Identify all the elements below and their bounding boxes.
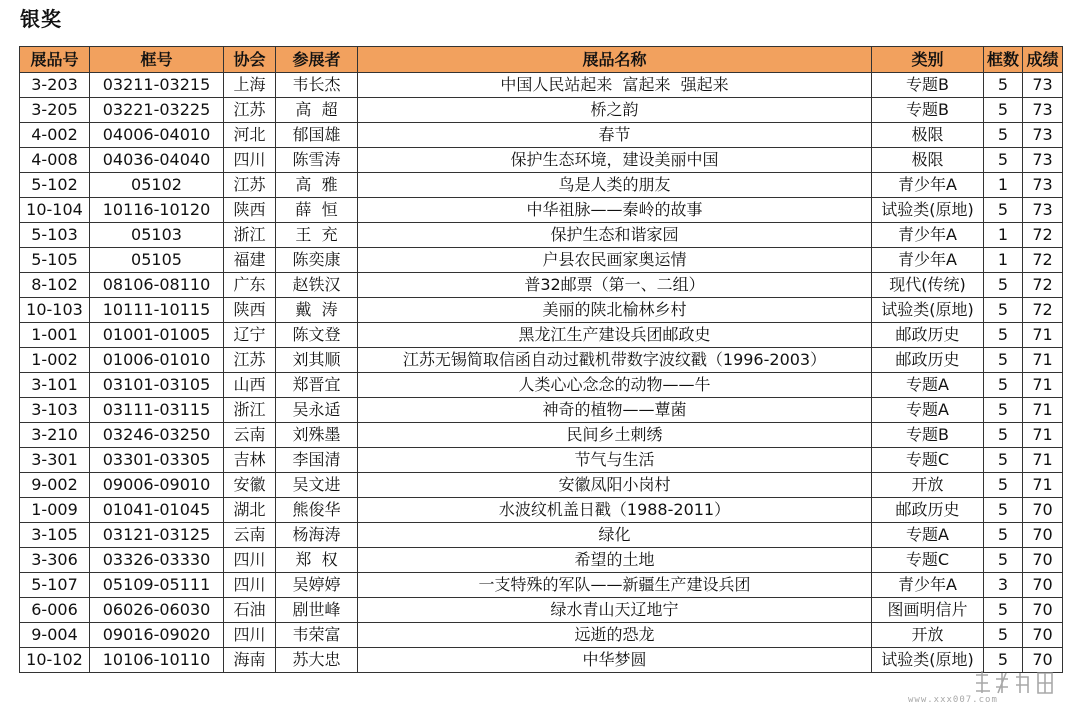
frame-no-cell: 03221-03225 [90,98,224,123]
column-header: 类别 [872,47,984,73]
exhibit-no-cell: 6-006 [20,598,90,623]
page-title: 银奖 [20,7,62,31]
table-row [20,298,1063,323]
frame-count-cell: 5 [984,73,1023,98]
association-cell: 陕西 [224,298,276,323]
frame-no-cell: 03101-03105 [90,373,224,398]
table-row [20,623,1063,648]
exhibit-no-cell: 1-002 [20,348,90,373]
table-body [20,73,1063,673]
exhibit-name-cell: 水波纹机盖日戳（1988-2011） [358,498,872,523]
exhibitor-cell: 王 充 [276,223,358,248]
table-row [20,123,1063,148]
association-cell: 江苏 [224,348,276,373]
column-header: 成绩 [1023,47,1063,73]
exhibitor-cell: 韦荣富 [276,623,358,648]
exhibit-no-cell: 10-103 [20,298,90,323]
frame-count-cell: 5 [984,648,1023,673]
exhibitor-cell: 陈奕康 [276,248,358,273]
score-cell: 73 [1023,198,1063,223]
table-row [20,148,1063,173]
frame-no-cell: 09016-09020 [90,623,224,648]
table-row [20,373,1063,398]
association-cell: 湖北 [224,498,276,523]
table-row [20,98,1063,123]
exhibit-name-cell: 民间乡土刺绣 [358,423,872,448]
exhibitor-cell: 陈文登 [276,323,358,348]
score-cell: 71 [1023,373,1063,398]
frame-count-cell: 5 [984,148,1023,173]
exhibit-name-cell: 安徽凤阳小岗村 [358,473,872,498]
category-cell: 开放 [872,623,984,648]
column-header: 展品号 [20,47,90,73]
table-row [20,198,1063,223]
association-cell: 福建 [224,248,276,273]
exhibit-name-cell: 中华梦圆 [358,648,872,673]
association-cell: 广东 [224,273,276,298]
exhibit-name-cell: 希望的土地 [358,548,872,573]
association-cell: 浙江 [224,223,276,248]
table-row [20,173,1063,198]
exhibit-no-cell: 3-105 [20,523,90,548]
exhibit-name-cell: 远逝的恐龙 [358,623,872,648]
frame-no-cell: 09006-09010 [90,473,224,498]
table-row [20,423,1063,448]
exhibitor-cell: 陈雪涛 [276,148,358,173]
frame-count-cell: 5 [984,273,1023,298]
frame-no-cell: 10111-10115 [90,298,224,323]
association-cell: 四川 [224,148,276,173]
frame-no-cell: 03111-03115 [90,398,224,423]
exhibitor-cell: 苏大忠 [276,648,358,673]
table-row [20,248,1063,273]
category-cell: 试验类(原地) [872,198,984,223]
category-cell: 青少年A [872,223,984,248]
exhibitor-cell: 吴永适 [276,398,358,423]
exhibit-no-cell: 3-103 [20,398,90,423]
exhibit-no-cell: 5-102 [20,173,90,198]
association-cell: 上海 [224,73,276,98]
table-row [20,398,1063,423]
table-row [20,223,1063,248]
frame-count-cell: 5 [984,298,1023,323]
frame-count-cell: 5 [984,423,1023,448]
frame-no-cell: 03246-03250 [90,423,224,448]
category-cell: 邮政历史 [872,348,984,373]
association-cell: 四川 [224,623,276,648]
exhibit-name-cell: 保护生态和谐家园 [358,223,872,248]
exhibitor-cell: 郑晋宜 [276,373,358,398]
score-cell: 70 [1023,523,1063,548]
frame-count-cell: 5 [984,523,1023,548]
category-cell: 图画明信片 [872,598,984,623]
score-cell: 71 [1023,448,1063,473]
category-cell: 青少年A [872,573,984,598]
category-cell: 专题C [872,448,984,473]
frame-no-cell: 01006-01010 [90,348,224,373]
exhibit-no-cell: 10-102 [20,648,90,673]
frame-no-cell: 05102 [90,173,224,198]
frame-no-cell: 01041-01045 [90,498,224,523]
exhibit-name-cell: 普32邮票（第一、二组） [358,273,872,298]
score-cell: 73 [1023,73,1063,98]
frame-count-cell: 5 [984,548,1023,573]
exhibit-name-cell: 美丽的陕北榆林乡村 [358,298,872,323]
association-cell: 辽宁 [224,323,276,348]
category-cell: 开放 [872,473,984,498]
frame-no-cell: 10116-10120 [90,198,224,223]
column-header: 协会 [224,47,276,73]
award-table [19,46,1063,673]
exhibit-name-cell: 保护生态环境，建设美丽中国 [358,148,872,173]
exhibit-name-cell: 绿化 [358,523,872,548]
exhibitor-cell: 杨海涛 [276,523,358,548]
frame-no-cell: 03326-03330 [90,548,224,573]
score-cell: 73 [1023,123,1063,148]
score-cell: 73 [1023,148,1063,173]
category-cell: 青少年A [872,248,984,273]
frame-no-cell: 10106-10110 [90,648,224,673]
frame-count-cell: 5 [984,598,1023,623]
table-row [20,598,1063,623]
exhibit-no-cell: 5-103 [20,223,90,248]
exhibit-name-cell: 中国人民站起来 富起来 强起来 [358,73,872,98]
exhibitor-cell: 剧世峰 [276,598,358,623]
score-cell: 71 [1023,473,1063,498]
score-cell: 72 [1023,248,1063,273]
frame-count-cell: 5 [984,123,1023,148]
score-cell: 72 [1023,273,1063,298]
frame-count-cell: 5 [984,198,1023,223]
exhibit-no-cell: 4-008 [20,148,90,173]
exhibit-no-cell: 8-102 [20,273,90,298]
exhibitor-cell: 高 雅 [276,173,358,198]
frame-no-cell: 03301-03305 [90,448,224,473]
exhibit-no-cell: 5-107 [20,573,90,598]
table-row [20,648,1063,673]
frame-count-cell: 5 [984,98,1023,123]
table-row [20,448,1063,473]
exhibit-no-cell: 5-105 [20,248,90,273]
score-cell: 70 [1023,648,1063,673]
exhibit-no-cell: 1-009 [20,498,90,523]
exhibit-no-cell: 3-205 [20,98,90,123]
score-cell: 70 [1023,623,1063,648]
watermark-url: www.xxx007.com [908,695,998,705]
association-cell: 石油 [224,598,276,623]
exhibit-name-cell: 户县农民画家奥运情 [358,248,872,273]
column-header: 展品名称 [358,47,872,73]
frame-count-cell: 1 [984,173,1023,198]
association-cell: 河北 [224,123,276,148]
table-row [20,348,1063,373]
category-cell: 青少年A [872,173,984,198]
column-header: 参展者 [276,47,358,73]
frame-count-cell: 5 [984,448,1023,473]
frame-no-cell: 08106-08110 [90,273,224,298]
category-cell: 专题B [872,98,984,123]
table-row [20,498,1063,523]
association-cell: 江苏 [224,98,276,123]
frame-no-cell: 03121-03125 [90,523,224,548]
association-cell: 陕西 [224,198,276,223]
column-header: 框号 [90,47,224,73]
exhibit-name-cell: 鸟是人类的朋友 [358,173,872,198]
exhibitor-cell: 刘殊墨 [276,423,358,448]
exhibit-name-cell: 绿水青山天辽地宁 [358,598,872,623]
exhibitor-cell: 高 超 [276,98,358,123]
exhibitor-cell: 赵铁汉 [276,273,358,298]
score-cell: 73 [1023,173,1063,198]
category-cell: 极限 [872,148,984,173]
frame-no-cell: 04006-04010 [90,123,224,148]
watermark [908,669,1058,705]
exhibit-no-cell: 1-001 [20,323,90,348]
category-cell: 专题B [872,423,984,448]
category-cell: 专题B [872,73,984,98]
association-cell: 四川 [224,548,276,573]
exhibitor-cell: 郑 权 [276,548,358,573]
category-cell: 邮政历史 [872,323,984,348]
association-cell: 海南 [224,648,276,673]
score-cell: 70 [1023,573,1063,598]
exhibitor-cell: 韦长杰 [276,73,358,98]
score-cell: 71 [1023,348,1063,373]
frame-count-cell: 5 [984,348,1023,373]
association-cell: 浙江 [224,398,276,423]
exhibit-name-cell: 春节 [358,123,872,148]
score-cell: 72 [1023,223,1063,248]
category-cell: 邮政历史 [872,498,984,523]
score-cell: 73 [1023,98,1063,123]
frame-no-cell: 03211-03215 [90,73,224,98]
frame-count-cell: 5 [984,323,1023,348]
frame-count-cell: 5 [984,473,1023,498]
exhibit-no-cell: 3-101 [20,373,90,398]
exhibit-name-cell: 人类心心念念的动物——牛 [358,373,872,398]
exhibitor-cell: 熊俊华 [276,498,358,523]
exhibitor-cell: 薛 恒 [276,198,358,223]
category-cell: 试验类(原地) [872,648,984,673]
table-header-row [20,47,1063,73]
table-row [20,273,1063,298]
exhibitor-cell: 李国清 [276,448,358,473]
frame-count-cell: 5 [984,398,1023,423]
table-row [20,523,1063,548]
exhibit-no-cell: 3-210 [20,423,90,448]
category-cell: 极限 [872,123,984,148]
frame-count-cell: 1 [984,223,1023,248]
exhibit-no-cell: 9-002 [20,473,90,498]
association-cell: 云南 [224,523,276,548]
table-row [20,73,1063,98]
exhibit-name-cell: 黑龙江生产建设兵团邮政史 [358,323,872,348]
association-cell: 江苏 [224,173,276,198]
column-header: 框数 [984,47,1023,73]
frame-no-cell: 05109-05111 [90,573,224,598]
frame-count-cell: 5 [984,373,1023,398]
exhibit-name-cell: 神奇的植物——蕈菌 [358,398,872,423]
category-cell: 试验类(原地) [872,298,984,323]
score-cell: 70 [1023,598,1063,623]
exhibit-no-cell: 3-301 [20,448,90,473]
exhibit-name-cell: 一支特殊的军队——新疆生产建设兵团 [358,573,872,598]
frame-count-cell: 5 [984,623,1023,648]
exhibitor-cell: 郁国雄 [276,123,358,148]
watermark-logo-icon [972,669,1058,697]
association-cell: 安徽 [224,473,276,498]
score-cell: 71 [1023,423,1063,448]
category-cell: 现代(传统) [872,273,984,298]
association-cell: 云南 [224,423,276,448]
exhibit-name-cell: 中华祖脉——秦岭的故事 [358,198,872,223]
score-cell: 72 [1023,298,1063,323]
exhibit-no-cell: 3-203 [20,73,90,98]
exhibit-no-cell: 4-002 [20,123,90,148]
exhibit-no-cell: 3-306 [20,548,90,573]
score-cell: 70 [1023,548,1063,573]
category-cell: 专题A [872,398,984,423]
score-cell: 70 [1023,498,1063,523]
table-row [20,548,1063,573]
score-cell: 71 [1023,323,1063,348]
frame-count-cell: 3 [984,573,1023,598]
exhibitor-cell: 吴婷婷 [276,573,358,598]
frame-no-cell: 05105 [90,248,224,273]
frame-no-cell: 04036-04040 [90,148,224,173]
frame-count-cell: 5 [984,498,1023,523]
association-cell: 山西 [224,373,276,398]
table-row [20,473,1063,498]
association-cell: 四川 [224,573,276,598]
category-cell: 专题A [872,373,984,398]
table-row [20,573,1063,598]
frame-no-cell: 06026-06030 [90,598,224,623]
frame-no-cell: 05103 [90,223,224,248]
category-cell: 专题C [872,548,984,573]
exhibit-name-cell: 桥之韵 [358,98,872,123]
exhibit-name-cell: 江苏无锡简取信函自动过戳机带数字波纹戳（1996-2003） [358,348,872,373]
exhibit-no-cell: 9-004 [20,623,90,648]
exhibitor-cell: 刘其顺 [276,348,358,373]
exhibitor-cell: 吴文进 [276,473,358,498]
exhibit-name-cell: 节气与生活 [358,448,872,473]
association-cell: 吉林 [224,448,276,473]
frame-no-cell: 01001-01005 [90,323,224,348]
exhibit-no-cell: 10-104 [20,198,90,223]
table-row [20,323,1063,348]
score-cell: 71 [1023,398,1063,423]
exhibitor-cell: 戴 涛 [276,298,358,323]
frame-count-cell: 1 [984,248,1023,273]
category-cell: 专题A [872,523,984,548]
